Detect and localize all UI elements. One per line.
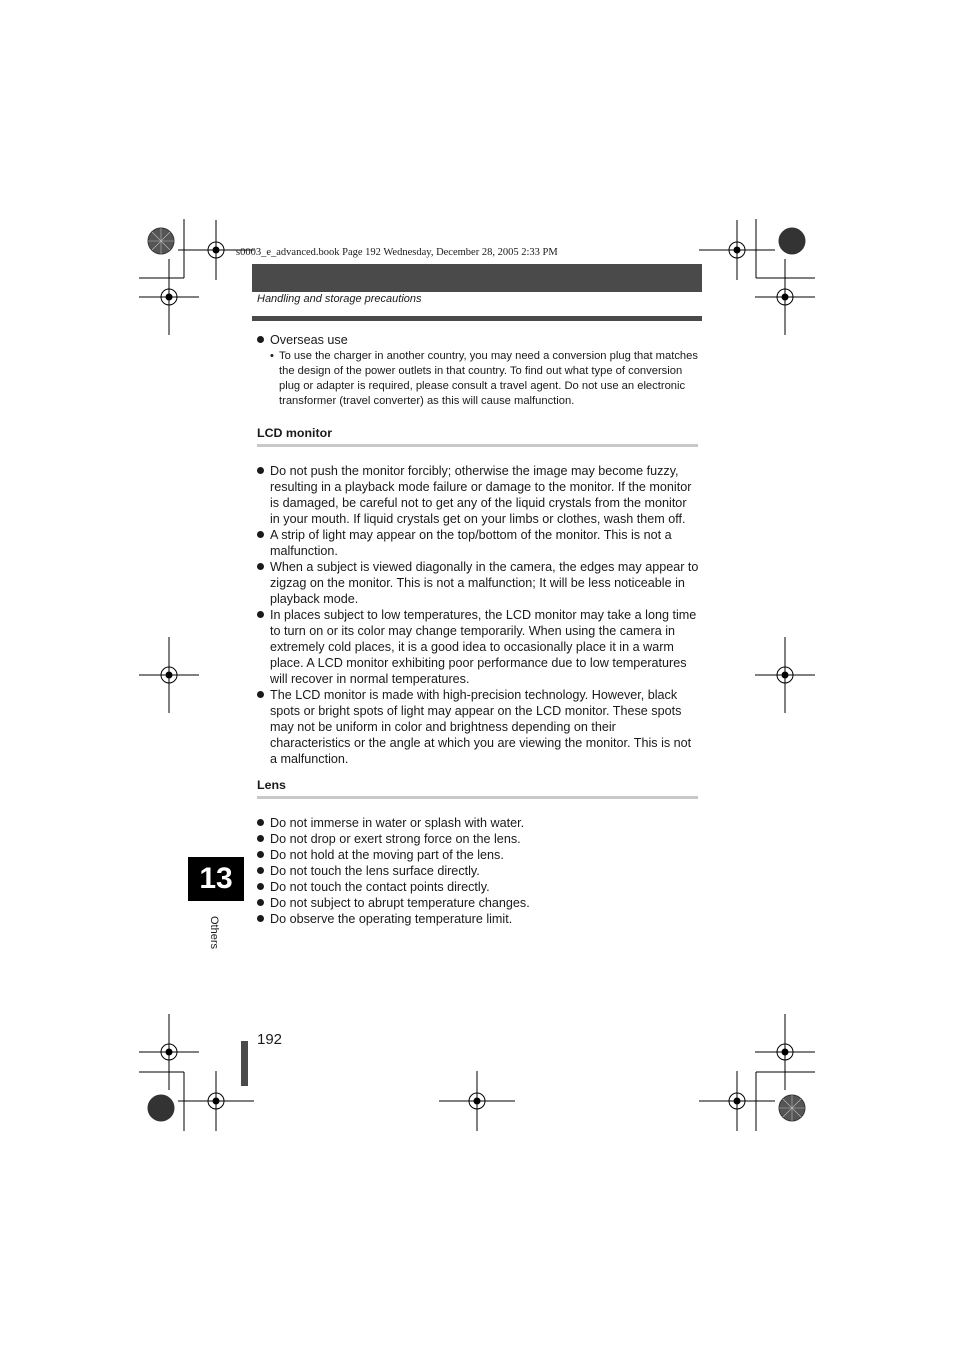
lens-item: Do observe the operating temperature limit. bbox=[257, 911, 699, 927]
section-title: Handling and storage precautions bbox=[257, 293, 422, 305]
lens-heading: Lens bbox=[257, 778, 286, 792]
header-rule bbox=[252, 316, 702, 321]
overseas-title: Overseas use bbox=[257, 332, 699, 348]
lcd-item: Do not push the monitor forcibly; otherwise the image may become fuzzy, resulting in a playback mode failure or damage to the monitor. If the monitor is damaged, be careful not to get any of the liquid crystals from the monitor in your mouth. If liquid crystals get on your limbs or clothes, wash them off. bbox=[257, 463, 699, 527]
overseas-note: • To use the charger in another country, you may need a conversion plug that matches the design of the power outlets in that country. To find out what type of conversion plug or adapter is required, please consult a travel agent. Do not use an electronic transformer (travel converter) as this will cause malfunction. bbox=[257, 349, 699, 409]
page-number-bar bbox=[241, 1041, 248, 1086]
lens-section bbox=[257, 777, 699, 927]
file-header: s0003_e_advanced.book Page 192 Wednesday, December 28, 2005 2:33 PM bbox=[236, 247, 558, 258]
lens-heading-rule bbox=[257, 796, 698, 799]
lcd-item: In places subject to low temperatures, the LCD monitor may take a long time to turn on or its color may change temporarily. When using the camera in extremely cold places, it is a good idea to occasionally place it in a warm place. A LCD monitor exhibiting poor performance due to low temperatures will recover in normal temperatures. bbox=[257, 607, 699, 687]
chapter-tab: 13 bbox=[188, 857, 244, 901]
lcd-heading: LCD monitor bbox=[257, 426, 333, 440]
lens-item: Do not touch the lens surface directly. bbox=[257, 863, 699, 879]
lens-item: Do not drop or exert strong force on the lens. bbox=[257, 831, 699, 847]
lcd-section bbox=[257, 425, 699, 767]
lcd-heading-rule bbox=[257, 444, 698, 447]
header-bar bbox=[252, 264, 702, 292]
lcd-item: The LCD monitor is made with high-precision technology. However, black spots or bright spots of light may appear on the LCD monitor. These spots may not be uniform in color and brightness depending on their characteristics or the angle at which you are viewing the monitor. This is not a malfunction. bbox=[257, 687, 699, 767]
lens-item: Do not touch the contact points directly. bbox=[257, 879, 699, 895]
lens-item: Do not hold at the moving part of the lens. bbox=[257, 847, 699, 863]
page-number: 192 bbox=[257, 1031, 283, 1048]
lens-item: Do not subject to abrupt temperature changes. bbox=[257, 895, 699, 911]
overseas-section bbox=[257, 332, 699, 409]
lens-item: Do not immerse in water or splash with water. bbox=[257, 815, 699, 831]
chapter-label: Others bbox=[208, 916, 220, 950]
lcd-item: When a subject is viewed diagonally in the camera, the edges may appear to zigzag on the monitor. This is not a malfunction; It will be less noticeable in playback mode. bbox=[257, 559, 699, 607]
lcd-item: A strip of light may appear on the top/bottom of the monitor. This is not a malfunction. bbox=[257, 527, 699, 559]
